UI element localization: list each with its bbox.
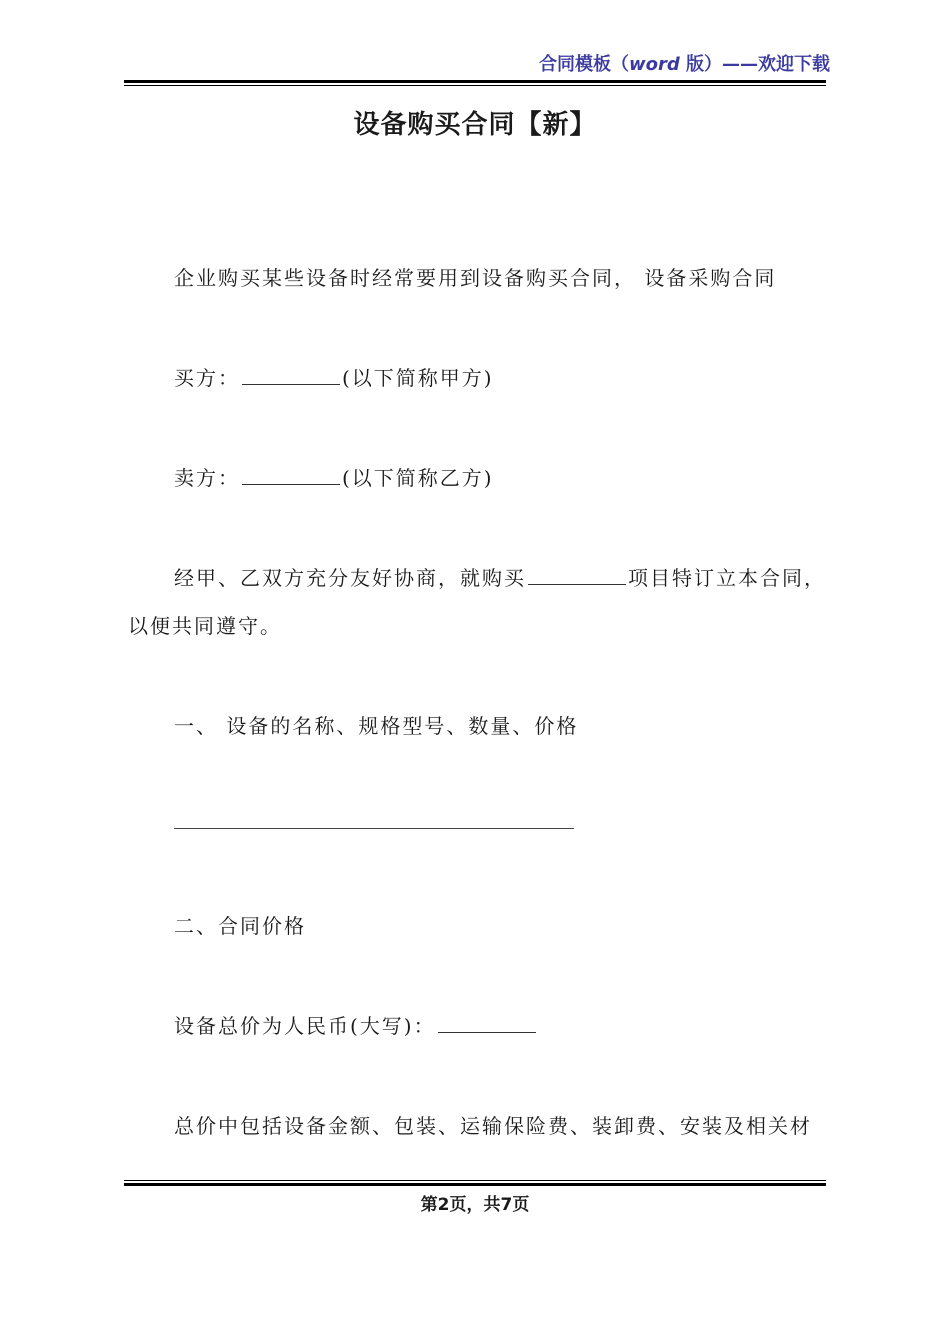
header-rule-thin — [124, 85, 826, 86]
buyer-line — [174, 362, 494, 391]
document-title: 设备购买合同【新】 — [353, 110, 597, 140]
total-includes-line: 总价中包括设备金额、包装、运输保险费、装卸费、安装及相关材 — [174, 1114, 812, 1138]
seller-line — [174, 462, 494, 491]
intro-paragraph: 企业购买某些设备时经常要用到设备购买合同， 设备采购合同 — [174, 266, 777, 290]
seller-suffix: (以下简称乙方) — [342, 466, 494, 490]
agreement-line — [174, 562, 826, 591]
project-blank[interactable] — [528, 566, 626, 585]
agreement-line-2: 以便共同遵守。 — [128, 614, 282, 638]
header-word: word — [628, 54, 680, 75]
buyer-label: 买方： — [174, 366, 240, 390]
footer-rule-thin — [124, 1180, 826, 1181]
agreement-prefix: 经甲、乙双方充分友好协商，就购买 — [174, 566, 526, 590]
section-1-heading: 一、 设备的名称、规格型号、数量、价格 — [174, 714, 579, 738]
header-prefix: 合同模板（ — [538, 54, 629, 75]
agreement-suffix: 项目特订立本合同， — [628, 566, 826, 590]
buyer-suffix: (以下简称甲方) — [342, 366, 494, 390]
header-suffix: 版）——欢迎下载 — [679, 54, 830, 75]
page-header — [539, 50, 830, 76]
seller-label: 卖方： — [174, 466, 240, 490]
header-rule-thick — [124, 80, 826, 83]
total-price-line — [174, 1010, 538, 1039]
equipment-blank-line[interactable] — [174, 828, 574, 829]
section-2-heading: 二、合同价格 — [174, 914, 306, 938]
buyer-blank[interactable] — [242, 366, 340, 385]
total-price-label: 设备总价为人民币(大写)： — [174, 1014, 436, 1038]
total-price-blank[interactable] — [438, 1014, 536, 1033]
seller-blank[interactable] — [242, 466, 340, 485]
page-number: 第2页，共7页 — [420, 1195, 530, 1215]
footer-rule-thick — [124, 1183, 826, 1186]
